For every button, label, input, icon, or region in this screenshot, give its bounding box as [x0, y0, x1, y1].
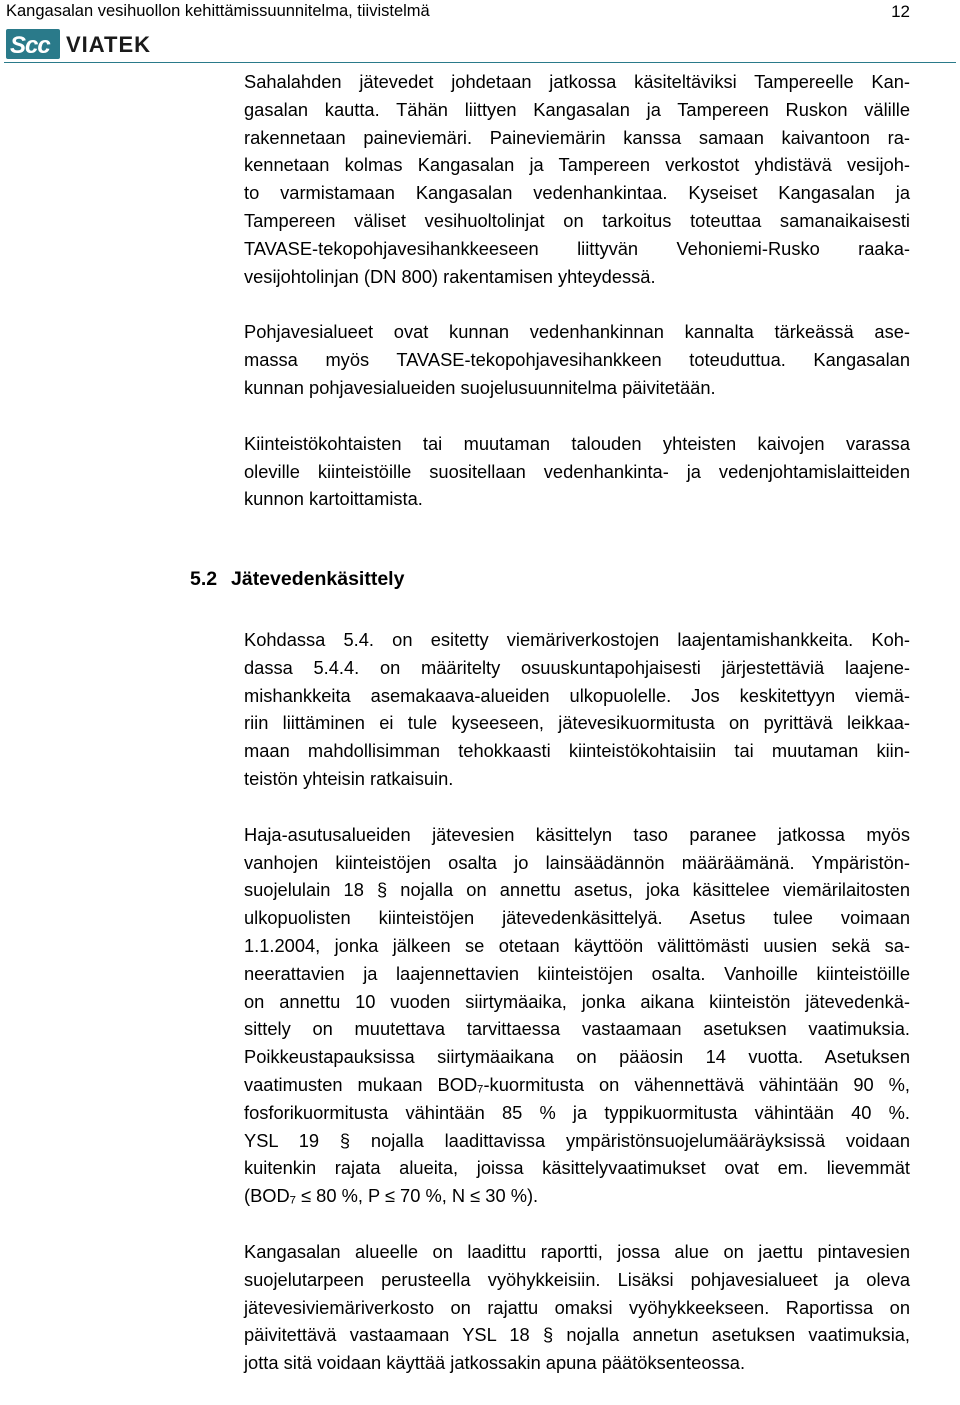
paragraph: [244, 1238, 910, 1377]
text-line: maan mahdollisimman tehokkaasti kiinteistökohtaisiin tai muutaman kiin-: [244, 740, 910, 762]
text-line: sittely on muutettava tarvittaessa vastaamaan asetuksen vaatimuksia.: [244, 1018, 910, 1040]
text-line: rakennetaan paineviemäri. Paineviemärin kanssa samaan kaivantoon ra-: [244, 126, 910, 148]
section-title: Jätevedenkäsittely: [231, 568, 405, 590]
text-line: on annettu 10 vuoden siirtymäaika, jonka aikana kiinteistön jätevedenkä-: [244, 990, 910, 1012]
header-rule: [4, 62, 956, 63]
text-line: vanhojen kiinteistöjen osalta jo lainsäädännön määräämänä. Ympäristön-: [244, 851, 910, 873]
text-line: to varmistamaan Kangasalan vedenhankintaa. Kyseiset Kangasalan ja: [244, 182, 910, 204]
text-line: TAVASE-tekopohjavesihankkeeseen liittyvän Vehoniemi-Rusko raaka-: [244, 237, 910, 259]
text-line: kuitenkin rajata alueita, joissa käsittelyvaatimukset ovat em. lievemmät: [244, 1157, 910, 1179]
paragraph: [244, 318, 910, 401]
text-line: Kohdassa 5.4. on esitetty viemäriverkostojen laajentamishankkeita. Koh-: [244, 629, 910, 650]
body-text-after: [244, 626, 910, 1405]
text-line: YSL 19 § nojalla laadittavissa ympäristönsuojelumääräyksissä voidaan: [244, 1129, 910, 1151]
text-line: Sahalahden jätevedet johdetaan jatkossa käsiteltäviksi Tampereelle Kan-: [244, 71, 910, 92]
text-line: (BOD₇ ≤ 80 %, P ≤ 70 %, N ≤ 30 %).: [244, 1185, 539, 1207]
text-line: 1.1.2004, jonka jälkeen se otetaan käyttöön välittömästi uusien sekä sa-: [244, 934, 910, 956]
text-line: vaatimusten mukaan BOD₇-kuormitusta on vähennettävä vähintään 90 %,: [244, 1073, 910, 1095]
paragraph: [244, 626, 910, 793]
text-line: kunnan pohjavesialueiden suojelusuunnitelma päivitetään.: [244, 376, 716, 398]
text-line: päivitettävä vastaamaan YSL 18 § nojalla annetun asetuksen vaatimuksia,: [244, 1324, 910, 1346]
text-line: Kangasalan alueelle on laadittu raportti, jossa alue on jaettu pintavesien: [244, 1240, 910, 1262]
text-line: Kiinteistökohtaisten tai muutaman talouden yhteisten kaivojen varassa: [244, 432, 910, 454]
section-heading: [190, 566, 404, 592]
text-line: teistön yhteisin ratkaisuin.: [244, 767, 454, 789]
paragraph: [244, 430, 910, 513]
text-line: ulkopuolisten kiinteistöjen jätevedenkäsittelyä. Asetus tulee voimaan: [244, 907, 910, 929]
text-line: suojelulain 18 § nojalla on annettu asetus, joka käsittelee viemärilaitosten: [244, 879, 910, 901]
text-line: Poikkeustapauksissa siirtymäaikana on pääosin 14 vuotta. Asetuksen: [244, 1046, 910, 1068]
text-line: riin liittäminen ei tule kyseeseen, jätevesikuormitusta on pyrittävä leikkaa-: [244, 712, 910, 734]
text-line: Haja-asutusalueiden jätevesien käsittelyn taso paranee jatkossa myös: [244, 823, 910, 845]
text-line: Pohjavesialueet ovat kunnan vedenhankinnan kannalta tärkeässä ase-: [244, 321, 910, 343]
text-line: Tampereen väliset vesihuoltolinjat on tarkoitus toteuttaa samanaikaisesti: [244, 209, 910, 231]
document-header-title: Kangasalan vesihuollon kehittämissuunnitelma, tiivistelmä: [6, 2, 430, 20]
text-line: jotta sitä voidaan käyttää jatkossakin apuna päätöksenteossa.: [244, 1352, 746, 1374]
text-line: jätevesiviemäriverkosto on rajattu omaksi vyöhykkeekseen. Raportissa on: [244, 1296, 910, 1318]
text-line: gasalan kautta. Tähän liittyen Kangasalan ja Tampereen Ruskon välille: [244, 98, 910, 120]
text-line: fosforikuormitusta vähintään 85 % ja typpikuormitusta vähintään 40 %.: [244, 1101, 910, 1123]
text-line: suojelutarpeen perusteella vyöhykkeisiin. Lisäksi pohjavesialueet ja oleva: [244, 1268, 910, 1290]
svg-text:Scc: Scc: [10, 32, 50, 59]
paragraph: [244, 821, 910, 1210]
text-line: dassa 5.4.4. on määritelty osuuskuntapohjaisesti järjestettäviä laajene-: [244, 656, 910, 678]
text-line: kunnon kartoittamista.: [244, 488, 423, 510]
text-line: neerattavien ja laajennettavien kiinteistöjen osalta. Vanhoille kiinteistöille: [244, 962, 910, 984]
section-number: 5.2: [190, 568, 218, 590]
paragraph: [244, 68, 910, 290]
page-number: 12: [891, 2, 910, 21]
text-line: massa myös TAVASE-tekopohjavesihankkeen toteuduttua. Kangasalan: [244, 349, 910, 371]
scc-viatek-logo: [6, 26, 166, 64]
text-line: oleville kiinteistöille suositellaan vedenhankinta- ja vedenjohtamislaitteiden: [244, 460, 910, 482]
text-line: vesijohtolinjan (DN 800) rakentamisen yhteydessä.: [244, 265, 656, 287]
text-line: mishankkeita asemakaava-alueiden ulkopuolelle. Jos keskitettyyn viemä-: [244, 684, 910, 706]
svg-text:VIATEK: VIATEK: [66, 32, 152, 57]
text-line: kennetaan kolmas Kangasalan ja Tampereen verkostot yhdistävä vesijoh-: [244, 154, 910, 176]
body-text-before: [244, 68, 910, 541]
